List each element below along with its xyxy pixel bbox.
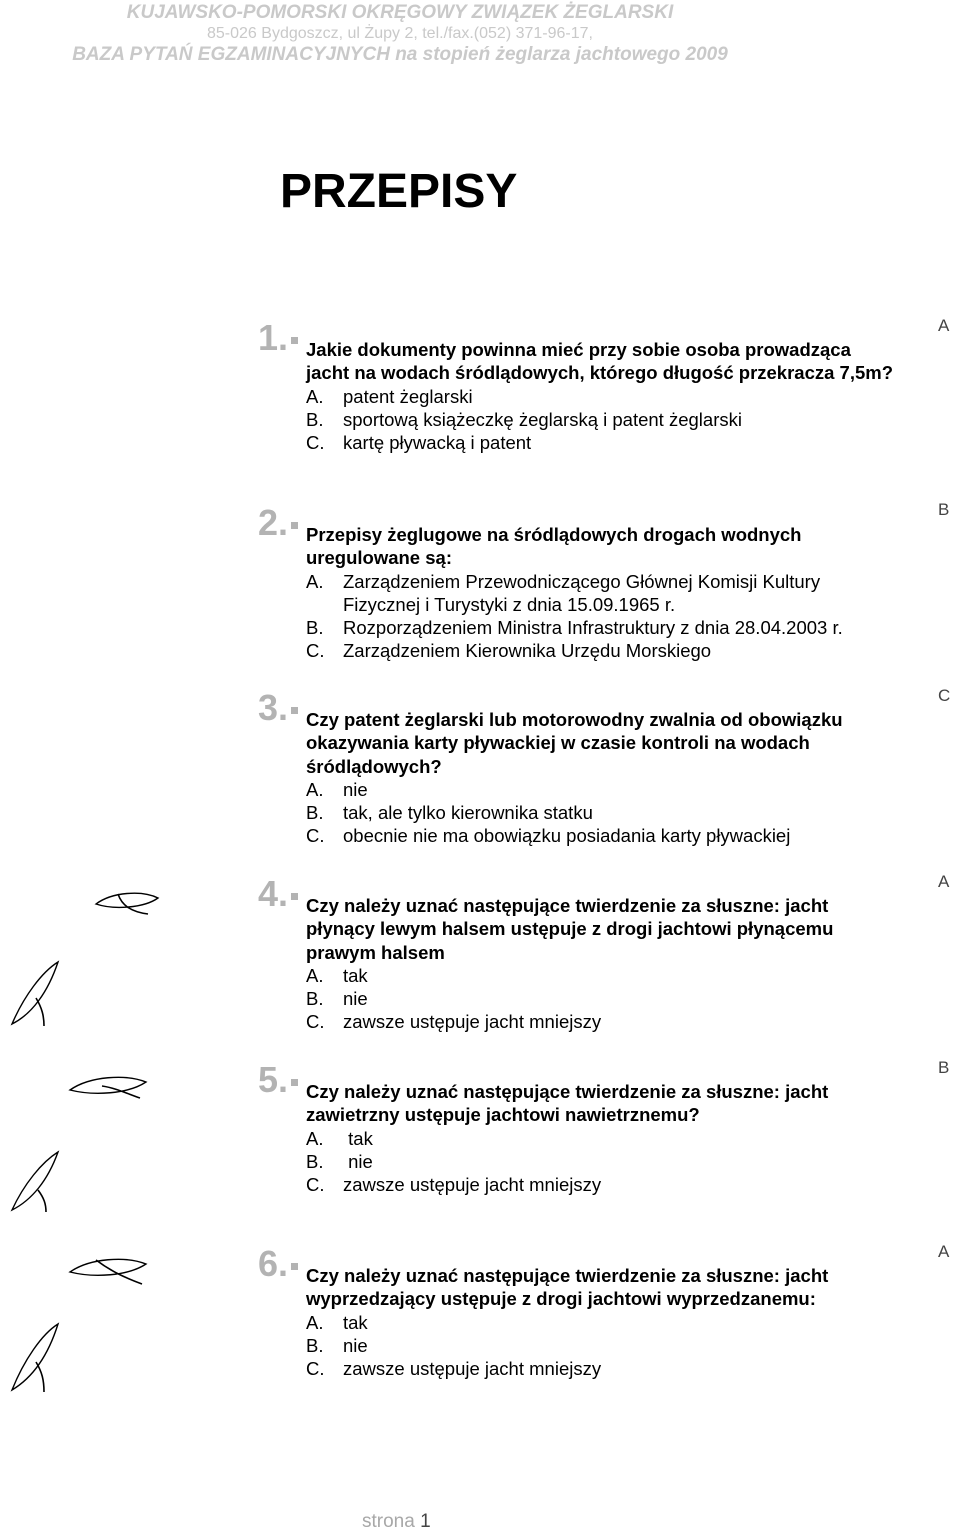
option-c: C. zawsze ustępuje jacht mniejszy <box>306 1358 602 1380</box>
answer-key-5: B <box>938 1058 950 1077</box>
option-a: A. nie <box>306 778 368 800</box>
question-stem: Czy patent żeglarski lub motorowodny zwalnia od obowiązku okazywania karty pływackiej w czasie kontroli na wodach śródlądowych? <box>306 709 843 777</box>
question-body <box>306 338 896 454</box>
question-body <box>306 1264 896 1380</box>
option-a: A. patent żeglarski <box>306 385 473 407</box>
footer-label: strona <box>362 1511 415 1532</box>
question-number: 6. <box>258 1246 298 1282</box>
option-c: C. zawsze ustępuje jacht mniejszy <box>306 1174 602 1196</box>
question-number: 5. <box>258 1062 298 1098</box>
yacht-horizontal-icon <box>66 1250 152 1290</box>
yacht-vertical-icon <box>2 1320 72 1394</box>
option-a: A. tak <box>306 1127 373 1149</box>
header-org-name: KUJAWSKO-POMORSKI OKRĘGOWY ZWIĄZEK ŻEGLARSKI <box>126 2 674 23</box>
question-stem: Czy należy uznać następujące twierdzenie za słuszne: jacht płynący lewym halsem ustępuje z drogi jachtowi płynącemu prawym halsem <box>306 895 834 963</box>
option-b: B. nie <box>306 1150 373 1172</box>
option-b: B. nie <box>306 1334 368 1356</box>
question-number: 2. <box>258 505 298 541</box>
answer-key-2: B <box>938 500 950 519</box>
question-number: 4. <box>258 876 298 912</box>
question-body <box>306 1080 896 1196</box>
question-stem: Czy należy uznać następujące twierdzenie za słuszne: jacht wyprzedzający ustępuje z drogi jachtowi wyprzedzanemu: <box>306 1265 829 1310</box>
page-footer <box>362 1511 431 1533</box>
page-title: PRZEPISY <box>280 165 518 218</box>
question-stem: Jakie dokumenty powinna mieć przy sobie osoba prowadząca jacht na wodach śródlądowych, którego długość przekracza 7,5m? <box>306 339 894 384</box>
answer-key-4: A <box>938 872 950 891</box>
header-exam-base: BAZA PYTAŃ EGZAMINACYJNYCH na stopień żeglarza jachtowego 2009 <box>72 44 728 65</box>
question-stem: Czy należy uznać następujące twierdzenie za słuszne: jacht zawietrzny ustępuje jachtowi nawietrznemu? <box>306 1081 829 1126</box>
answer-key-3: C <box>938 686 951 705</box>
yacht-horizontal-icon <box>66 1066 152 1106</box>
option-c: C. Zarządzeniem Kierownika Urzędu Morskiego <box>306 640 712 662</box>
option-b: B. tak, ale tylko kierownika statku <box>306 802 593 824</box>
question-stem: Przepisy żeglugowe na śródlądowych drogach wodnych uregulowane są: <box>306 524 802 569</box>
option-c: C. zawsze ustępuje jacht mniejszy <box>306 1011 602 1033</box>
answer-key-6: A <box>938 1242 950 1261</box>
page-number: 1 <box>420 1511 431 1532</box>
yacht-vertical-icon <box>6 1150 76 1214</box>
question-body <box>306 523 896 663</box>
header-address: 85-026 Bydgoszcz, ul Żupy 2, tel./fax.(052) 371-96-17, <box>207 25 593 42</box>
option-b: B. sportową książeczkę żeglarską i patent żeglarski <box>306 408 742 430</box>
option-a: A. tak <box>306 1311 368 1333</box>
option-a: A. Zarządzeniem Przewodniczącego Głównej Komisji Kultury Fizycznej i Turystyki z dnia 15.09.1965 r. <box>306 570 821 615</box>
answer-key-1: A <box>938 316 950 335</box>
option-b: B. nie <box>306 988 368 1010</box>
yacht-horizontal-icon <box>92 884 164 920</box>
option-c: C. obecnie nie ma obowiązku posiadania karty pływackiej <box>306 825 791 847</box>
question-number: 1. <box>258 320 298 356</box>
option-c: C. kartę pływacką i patent <box>306 432 532 454</box>
question-body <box>306 708 896 848</box>
option-b: B. Rozporządzeniem Ministra Infrastruktury z dnia 28.04.2003 r. <box>306 617 843 639</box>
yacht-vertical-icon <box>2 958 72 1030</box>
question-number: 3. <box>258 690 298 726</box>
option-a: A. tak <box>306 964 368 986</box>
question-body <box>306 894 896 1034</box>
